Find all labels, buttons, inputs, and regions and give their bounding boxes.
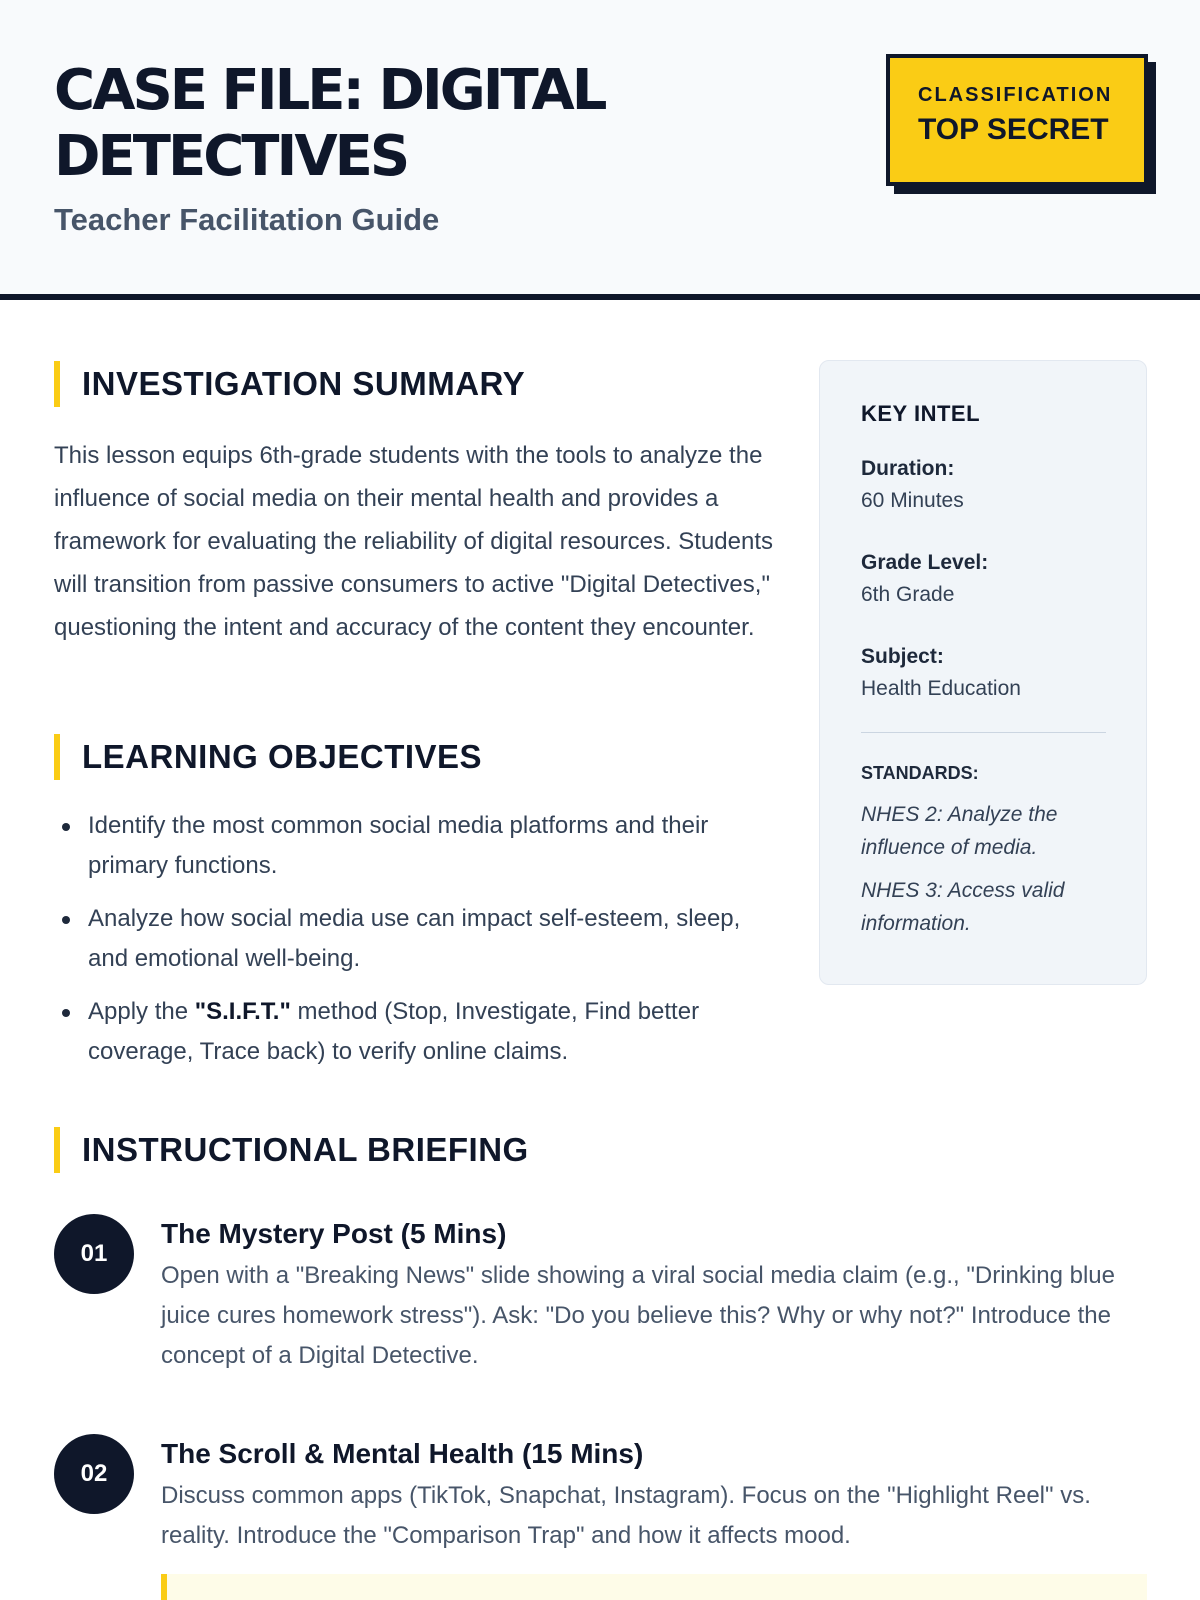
sift-method-name: "S.I.F.T." (194, 998, 291, 1025)
intel-label: Duration: (861, 457, 955, 480)
classification-stamp (886, 54, 1148, 186)
divider (861, 732, 1106, 733)
step-text: Discuss common apps (TikTok, Snapchat, Instagram). Focus on the "Highlight Reel" vs. reality. Introduce the "Comparison Trap" and how it affects mood. (161, 1482, 1091, 1549)
standard-item: NHES 3: Access valid information. (861, 879, 1065, 935)
intel-duration (861, 453, 1106, 517)
objective-text: Analyze how social media use can impact self-esteem, sleep, and emotional well-being. (88, 905, 741, 972)
intel-subject (861, 641, 1106, 705)
objective-suffix: method (Stop, Investigate, Find better coverage, Trace back) to verify online claims. (88, 998, 700, 1065)
standard-item: NHES 2: Analyze the influence of media. (861, 803, 1058, 859)
intel-value: 6th Grade (861, 583, 955, 606)
step-body (161, 1434, 1148, 1556)
intel-value: Health Education (861, 677, 1021, 700)
callout-box (161, 1574, 1147, 1600)
intel-grade-level (861, 547, 1106, 611)
step-title: The Mystery Post (5 Mins) (161, 1218, 507, 1249)
summary-text: This lesson equips 6th-grade students with the tools to analyze the influence of social media on their mental health and provides a framework for evaluating the reliability of digital resources. Students will transition from passive consumers to active "Digital Detectives," questioning the intent and accuracy of the content they encounter. (54, 442, 774, 641)
key-intel-panel (819, 360, 1147, 985)
page-title: CASE FILE: DIGITAL DETECTIVES (54, 58, 605, 189)
objective-item (54, 806, 774, 886)
classification-label: CLASSIFICATION (918, 84, 1113, 106)
step-number-badge: 02 (54, 1434, 134, 1514)
step-title: The Scroll & Mental Health (15 Mins) (161, 1438, 644, 1469)
briefing-heading: INSTRUCTIONAL BRIEFING (54, 1127, 529, 1173)
objectives-heading: LEARNING OBJECTIVES (54, 734, 482, 780)
objective-text: Identify the most common social media platforms and their primary functions. (88, 812, 709, 879)
page-header (0, 0, 1200, 300)
step-text: Open with a "Breaking News" slide showing a viral social media claim (e.g., "Drinking blue juice cures homework stress"). Ask: "Do you believe this? Why or why not?" Introduce the concept of a Digital Detective. (161, 1262, 1115, 1369)
standards-label: STANDARDS: (861, 763, 979, 783)
key-intel-title: KEY INTEL (861, 401, 981, 426)
intel-label: Subject: (861, 645, 944, 668)
objective-prefix: Apply the (88, 998, 195, 1025)
intel-label: Grade Level: (861, 551, 989, 574)
classification-value: TOP SECRET (918, 113, 1109, 146)
intel-value: 60 Minutes (861, 489, 964, 512)
objective-item (54, 992, 774, 1072)
objective-item (54, 899, 774, 979)
step-number-badge: 01 (54, 1214, 134, 1294)
summary-heading: INVESTIGATION SUMMARY (54, 361, 525, 407)
step-body (161, 1214, 1148, 1376)
page-subtitle: Teacher Facilitation Guide (54, 202, 440, 237)
objectives-list (54, 806, 774, 1085)
